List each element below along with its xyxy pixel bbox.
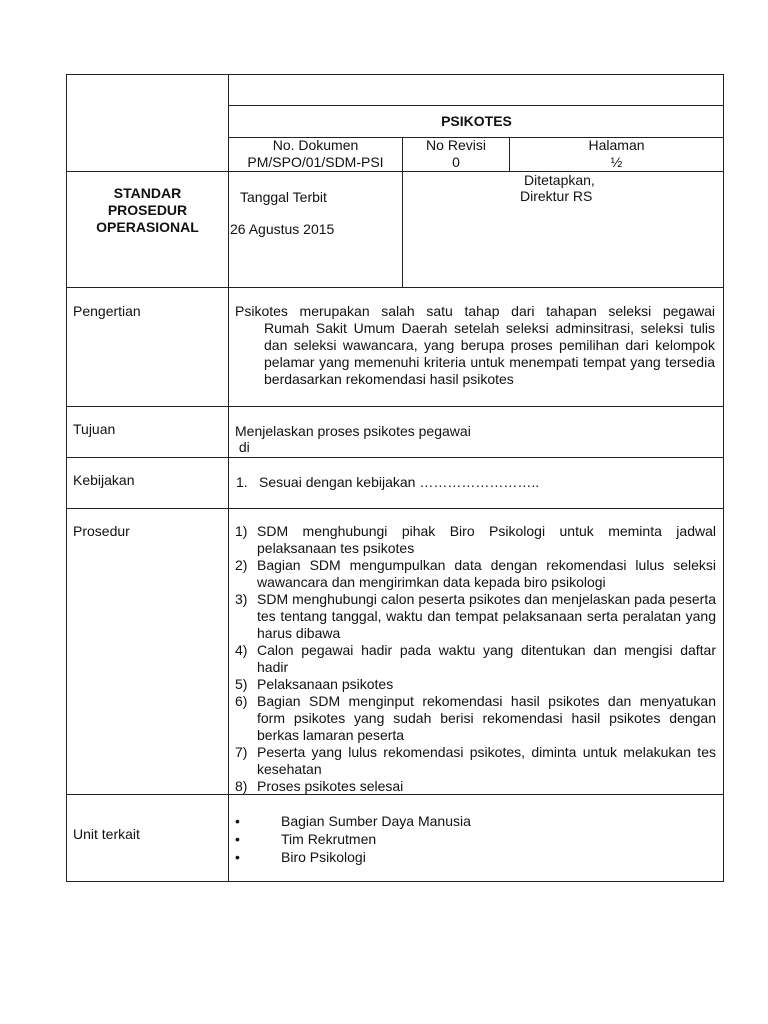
table-border-top: [66, 74, 724, 75]
list-item-text: SDM menghubungi calon peserta psikotes dan menjelaskan pada peserta tes tentang tanggal, waktu dan tempat pelaksanaan serta peralatan yang harus dibawa: [257, 591, 716, 641]
bullet-icon: •: [235, 813, 240, 829]
list-item: [235, 744, 716, 778]
section-label-tujuan: Tujuan: [73, 421, 116, 437]
divider-pengertian-bottom: [66, 406, 724, 407]
list-item-text: Bagian Sumber Daya Manusia: [281, 813, 471, 829]
list-item-number: 7): [235, 744, 248, 760]
list-item-number: 8): [235, 778, 248, 794]
issue-date-value: 26 Agustus 2015: [230, 221, 335, 237]
divider-tujuan-bottom: [66, 457, 724, 458]
unit-list: [235, 812, 471, 866]
list-item: [235, 676, 716, 693]
pengertian-first-line: Psikotes merupakan salah satu tahap dari tahapan seleksi pegawai: [235, 303, 715, 319]
tujuan-text-line1: Menjelaskan proses psikotes pegawai: [235, 423, 471, 439]
list-item-number: 4): [235, 642, 248, 658]
spo-title-line2: PROSEDUR: [107, 202, 188, 218]
page-title: PSIKOTES: [441, 113, 512, 129]
list-item-number: 2): [235, 557, 248, 573]
tujuan-text-line2: di: [235, 439, 250, 455]
spo-title-line3: OPERASIONAL: [96, 219, 199, 235]
prosedur-list: [235, 523, 716, 795]
list-item: [235, 830, 471, 848]
pengertian-rest: Rumah Sakit Umum Daerah setelah seleksi adminsitrasi, seleksi tulis dan seleksi wawancara, yang berupa proses pemilihan dari kelompok pelamar yang memenuhi kriteria untuk menempati tempat yang tersedia berdasarkan rekomendasi hasil psikotes: [264, 320, 715, 387]
page-label: Halaman: [588, 137, 645, 153]
list-item: [235, 778, 716, 795]
bullet-icon: •: [235, 849, 240, 865]
list-item: [235, 642, 716, 676]
table-border-right: [723, 74, 724, 882]
list-item-text: Proses psikotes selesai: [257, 778, 404, 794]
spo-title-line1: STANDAR: [113, 185, 182, 201]
section-label-kebijakan: Kebijakan: [73, 472, 135, 488]
list-item-text: Tim Rekrutmen: [281, 831, 377, 847]
doc-number-label: No. Dokumen: [272, 137, 359, 153]
list-item: [235, 693, 716, 744]
list-item-text: Bagian SDM mengumpulkan data dengan rekomendasi lulus seleksi wawancara dan mengirimkan data kepada biro psikologi: [257, 557, 716, 590]
divider-title-top: [229, 105, 724, 106]
list-item: [235, 848, 471, 866]
table-border-bottom: [66, 881, 724, 882]
revision-value: 0: [452, 154, 460, 170]
list-item: [235, 812, 471, 830]
pengertian-text: [235, 303, 715, 388]
list-item-number: 3): [235, 591, 248, 607]
divider-doc-bottom: [66, 171, 724, 172]
list-item-number: 6): [235, 693, 248, 709]
list-item-text: Biro Psikologi: [281, 849, 366, 865]
kebijakan-item-number: 1.: [236, 474, 248, 490]
list-item-number: 5): [235, 676, 248, 692]
approved-by: Direktur RS: [520, 188, 593, 204]
bullet-icon: •: [235, 831, 240, 847]
divider-spo-bottom: [66, 287, 724, 288]
section-label-pengertian: Pengertian: [73, 303, 141, 319]
list-item-text: Pelaksanaan psikotes: [257, 676, 394, 692]
list-item-text: SDM menghubungi pihak Biro Psikologi untuk meminta jadwal pelaksanaan tes psikotes: [257, 523, 716, 556]
list-item-text: Calon pegawai hadir pada waktu yang ditentukan dan mengisi daftar hadir: [257, 642, 716, 675]
list-item-text: Peserta yang lulus rekomendasi psikotes, diminta untuk melakukan tes kesehatan: [257, 744, 716, 777]
kebijakan-item-text: Sesuai dengan kebijakan ……………………..: [259, 474, 540, 490]
list-item: [235, 591, 716, 642]
approved-label: Ditetapkan,: [524, 172, 595, 188]
issue-date-label: Tanggal Terbit: [240, 189, 327, 205]
list-item: [235, 557, 716, 591]
list-item-number: 1): [235, 523, 248, 539]
column-divider: [228, 74, 229, 882]
list-item: [235, 523, 716, 557]
list-item-text: Bagian SDM menginput rekomendasi hasil psikotes dan menyatukan form psikotes yang sudah berisi rekomendasi hasil psikotes dengan berkas lamaran peserta: [257, 693, 716, 743]
section-label-unit: Unit terkait: [73, 826, 140, 842]
revision-label: No Revisi: [426, 137, 486, 153]
divider-kebijakan-bottom: [66, 508, 724, 509]
page-value: ½: [610, 154, 623, 170]
doc-number-value: PM/SPO/01/SDM-PSI: [247, 154, 384, 170]
section-label-prosedur: Prosedur: [73, 523, 130, 539]
